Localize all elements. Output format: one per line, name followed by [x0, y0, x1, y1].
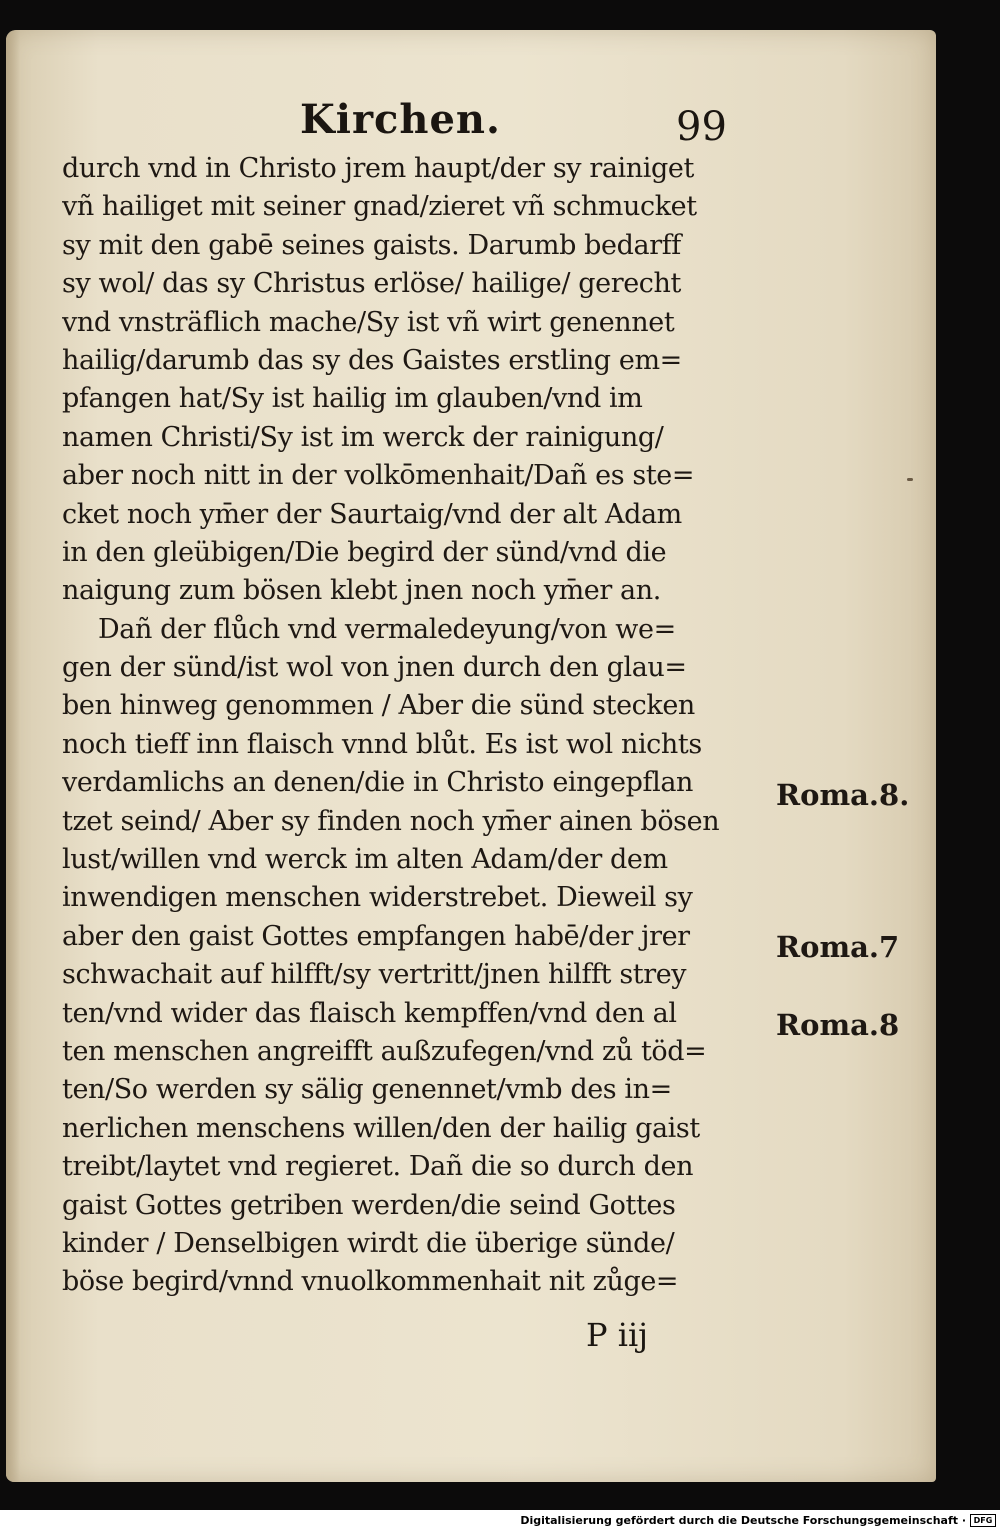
text-line: ten/So werden sy sälig genennet/vmb des in= [62, 1074, 672, 1106]
text-line: cket noch ym̄er der Saurtaig/vnd der alt Adam [62, 498, 682, 530]
text-line: sy wol/ das sy Christus erlöse/ hailige/ gerecht [62, 268, 681, 300]
text-line: verdamlichs an denen/die in Christo eingepflan [62, 767, 694, 799]
body-text [62, 150, 782, 1302]
text-line: tzet seind/ Aber sy finden noch ym̄er ainen bösen [62, 805, 720, 837]
text-line: schwachait auf hilfft/sy vertritt/jnen hilfft strey [62, 959, 687, 991]
text-line: vñ hailiget mit seiner gnad/zieret vñ schmucket [62, 191, 697, 223]
text-line: ten menschen angreifft außzufegen/vnd zů töd= [62, 1035, 707, 1067]
ink-speck [907, 478, 913, 481]
margin-note-roma-8-second: Roma.8 [776, 1008, 900, 1042]
text-line: sy mit den gabē seines gaists. Darumb bedarff [62, 229, 681, 261]
text-line: Dañ der flůch vnd vermaledeyung/von we= [98, 613, 676, 645]
digitization-credit: Digitalisierung gefördert durch die Deutsche Forschungsgemeinschaft · [520, 1514, 966, 1527]
text-line: noch tieff inn flaisch vnnd blůt. Es ist wol nichts [62, 728, 702, 760]
text-line: lust/willen vnd werck im alten Adam/der dem [62, 844, 668, 876]
text-line: durch vnd in Christo jrem haupt/der sy rainiget [62, 153, 694, 184]
text-line: ben hinweg genommen / Aber die sünd stecken [62, 690, 695, 722]
margin-note-roma-7: Roma.7 [776, 930, 900, 964]
margin-note-roma-8: Roma.8. [776, 778, 910, 812]
text-line: namen Christi/Sy ist im werck der rainigung/ [62, 421, 664, 453]
text-line: kinder / Denselbigen wirdt die überige sünde/ [62, 1227, 675, 1259]
text-line: inwendigen menschen widerstrebet. Dieweil sy [62, 882, 693, 914]
text-line: ten/vnd wider das flaisch kempffen/vnd den al [62, 997, 677, 1029]
text-line: gen der sünd/ist wol von jnen durch den glau= [62, 652, 687, 684]
text-line: pfangen hat/Sy ist hailig im glauben/vnd im [62, 383, 643, 415]
signature-mark: P iij [586, 1316, 649, 1354]
text-line: treibt/laytet vnd regieret. Dañ die so durch den [62, 1151, 694, 1183]
text-line: aber den gaist Gottes empfangen habē/der jrer [62, 920, 690, 952]
text-line: gaist Gottes getriben werden/die seind Gottes [62, 1189, 676, 1221]
page-number: 99 [676, 104, 727, 150]
text-line: in den gleübigen/Die begird der sünd/vnd die [62, 536, 667, 568]
text-line: böse begird/vnnd vnuolkommenhait nit zůge= [62, 1266, 679, 1298]
text-line: naigung zum bösen klebt jnen noch ym̄er an. [62, 575, 661, 607]
text-line: vnd vnsträflich mache/Sy ist vñ wirt genennet [62, 306, 675, 338]
text-line: hailig/darumb das sy des Gaistes erstling em= [62, 344, 682, 376]
text-line: nerlichen menschens willen/den der hailig gaist [62, 1112, 700, 1144]
text-line: aber noch nitt in der volkōmenhait/Dañ es ste= [62, 460, 695, 492]
running-head: Kirchen. [300, 96, 501, 143]
dfg-logo: DFG [970, 1514, 996, 1527]
